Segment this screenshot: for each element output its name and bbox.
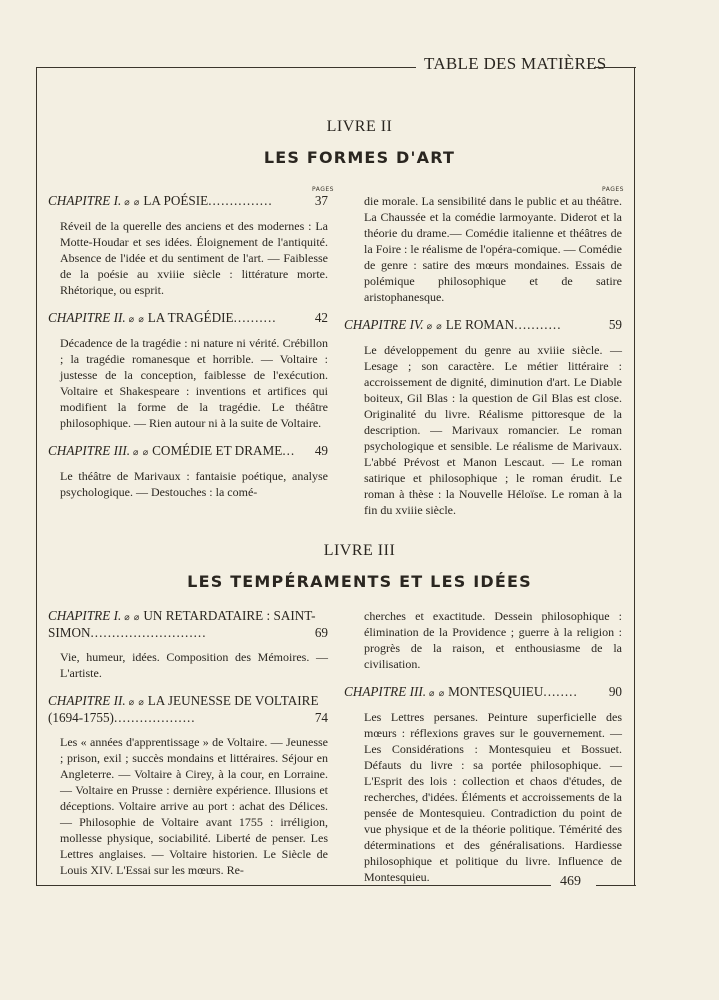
chapter-number: CHAPITRE II. xyxy=(48,310,126,325)
chapter-summary: Le théâtre de Marivaux : fantaisie poétique, analyse psychologique. — Destouches : la comé- xyxy=(60,469,328,499)
toc-entry-l2-ch3[interactable] xyxy=(48,443,328,460)
leader-dots: ........................... xyxy=(90,625,207,640)
chapter-summary: Les « années d'apprentissage » de Voltaire. — Jeunesse ; prison, exil ; succès mondains et littéraires. Séjour en Angleterre. — Voltaire à Cirey, à la cour, en Lorraine. — Voltaire en Prusse : dernière expérience. Illusions et déceptions. Voltaire arrive au port : achat des Délices. — Philosophie de Voltaire avant 1755 : irréligion, mollesse physique, sociabilité. Liberté de penser. Les Lettres anglaises. — Voltaire historien. Le Siècle de Louis XIV. L'Essai sur les mœurs. Re- xyxy=(60,735,328,877)
chapter-title: LA TRAGÉDIE xyxy=(147,310,234,325)
chapter-page: 59 xyxy=(608,317,622,332)
chapter-number: CHAPITRE III. xyxy=(48,443,131,458)
leader-dots: ........... xyxy=(514,317,562,332)
chapter-number: CHAPITRE III. xyxy=(344,684,427,699)
livre-3-label: LIVRE III xyxy=(323,542,396,559)
chapter-summary-continued: die morale. La sensibilité dans le public et au théâtre. La Chaussée et la comédie larmoyante. Diderot et la théorie du drame.— Comédie italienne et théâtres de la Foire : le réalisme de l'opéra-comique. — Comédie de genre : satire des mœurs mondaines. Essais de polémique philosophique et de satire aristophanesque. xyxy=(364,194,622,304)
chapter-page: 49 xyxy=(314,443,328,458)
leaf-ornament-icon: ⌀ ⌀ xyxy=(133,447,150,457)
leader-dots: ................... xyxy=(113,710,196,725)
leader-dots: ........ xyxy=(543,684,578,699)
chapter-title: UN RETARDATAIRE : SAINT-SIMON xyxy=(48,608,316,640)
chapter-summary-continued: cherches et exactitude. Dessein philosophique : élimination de la Providence ; guerre à la religion : progrès de la raison, et enthousiasme de la civilisation. xyxy=(364,609,622,671)
chapter-summary: Les Lettres persanes. Peinture superficielle des mœurs : réflexions graves sur le gouvernement. — Les Considérations : Montesquieu et Bossuet. Défauts du livre : sa portée philosophique. — L'Esprit des lois : collection et chaos d'études, de recherches, d'idées. Éléments et accroissements de la pensée de Montesquieu. Contradiction du point de vue physique et de la théorie politique. Témérité des déterminations et des généralisations. Hardiesse philosophique et politique du livre. Influence de Montesquieu. xyxy=(364,710,622,884)
pages-label-left: PAGES xyxy=(312,186,334,193)
page-number: 469 xyxy=(560,874,581,889)
chapter-title: LE ROMAN xyxy=(445,317,515,332)
chapter-page: 42 xyxy=(314,310,328,325)
chapter-number: CHAPITRE I. xyxy=(48,608,122,623)
livre-3-title: LES TEMPÉRAMENTS ET LES IDÉES xyxy=(187,572,532,591)
chapter-number: CHAPITRE I. xyxy=(48,193,122,208)
leaf-ornament-icon: ⌀ ⌀ xyxy=(128,314,145,324)
leaf-ornament-icon: ⌀ ⌀ xyxy=(128,697,145,707)
footer-rule-right xyxy=(596,885,636,886)
toc-entry-l3-ch3[interactable] xyxy=(344,684,622,701)
leader-dots: ............... xyxy=(208,193,273,208)
header-title: TABLE DES MATIÈRES xyxy=(424,54,607,73)
chapter-page: 90 xyxy=(608,684,622,699)
livre-2-left-column xyxy=(48,193,328,510)
toc-entry-l2-ch4[interactable] xyxy=(344,317,622,334)
livre-3-right-column xyxy=(344,608,622,895)
livre-3-left-column xyxy=(48,608,328,888)
leader-dots: .......... xyxy=(233,310,277,325)
toc-entry-l3-ch2[interactable] xyxy=(48,693,328,726)
chapter-title: LA POÉSIE xyxy=(143,193,209,208)
chapter-summary: Vie, humeur, idées. Composition des Mémoires. — L'artiste. xyxy=(60,650,328,680)
pages-label-right: PAGES xyxy=(602,186,624,193)
leader-dots: ... xyxy=(282,443,296,458)
chapter-title: LA JEUNESSE DE VOLTAIRE (1694-1755) xyxy=(48,693,319,725)
livre-2-right-column xyxy=(344,193,622,528)
running-footer xyxy=(0,870,719,900)
livre-2-title: LES FORMES D'ART xyxy=(263,148,456,167)
toc-entry-l2-ch1[interactable] xyxy=(48,193,328,210)
toc-entry-l2-ch2[interactable] xyxy=(48,310,328,327)
chapter-number: CHAPITRE IV. xyxy=(344,317,424,332)
leaf-ornament-icon: ⌀ ⌀ xyxy=(124,197,141,207)
chapter-summary: Le développement du genre au xviiie siècle. — Lesage ; son caractère. Le métier littéraire : accroissement de dignité, diminution d'art. Le Diable boiteux, Gil Blas : la question de Gil Blas est close. Originalité du livre. Réalisme pittoresque de la description. — Marivaux romancier. Le roman psychologique et sensible. Le réalisme de Marivaux. L'abbé Prévost et Manon Lescaut. — Le roman satirique et philosophique ; le roman érudit. Le roman à thèse : la Nouvelle Héloïse. Le roman à la fin du xviiie siècle. xyxy=(364,343,622,517)
livre-2-label: LIVRE II xyxy=(326,118,393,135)
chapter-title: COMÉDIE ET DRAME xyxy=(152,443,283,458)
chapter-number: CHAPITRE II. xyxy=(48,693,126,708)
chapter-page: 69 xyxy=(314,625,328,640)
chapter-title: MONTESQUIEU xyxy=(448,684,544,699)
chapter-summary: Décadence de la tragédie : ni nature ni vérité. Crébillon ; la tragédie romanesque et horrible. — Voltaire : justesse de la conception, faiblesse de l'exécution. Voltaire et Shakespeare : inventions et artifices qui modifient la forme de la tragédie. Le théâtre philosophique. — Rien autour ni à la suite de Voltaire. xyxy=(60,336,328,430)
footer-rule-left xyxy=(36,885,551,886)
leaf-ornament-icon: ⌀ ⌀ xyxy=(429,688,446,698)
leaf-ornament-icon: ⌀ ⌀ xyxy=(124,612,141,622)
chapter-summary: Réveil de la querelle des anciens et des modernes : La Motte-Houdar et ses idées. Éloignement de l'antiquité. Absence de l'idée et du sentiment de l'art. — Faiblesse de la poésie au xviiie siècle : littérature morte. Rhétorique, ou esprit. xyxy=(60,219,328,297)
toc-entry-l3-ch1[interactable] xyxy=(48,608,328,641)
chapter-page: 74 xyxy=(314,710,328,725)
chapter-page: 37 xyxy=(314,193,328,208)
leaf-ornament-icon: ⌀ ⌀ xyxy=(426,321,443,331)
